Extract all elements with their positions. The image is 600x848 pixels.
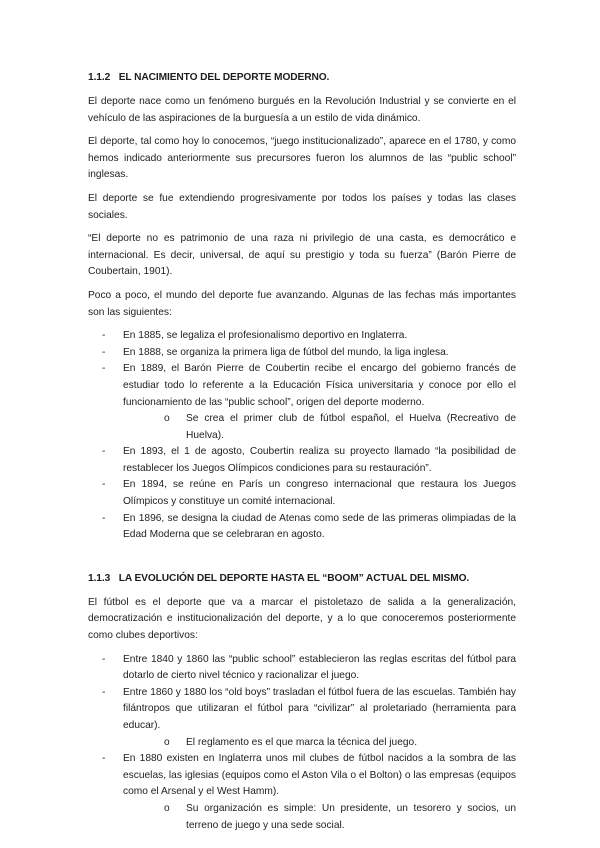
sub-list: [123, 411, 516, 444]
section-number: 1.1.2: [88, 72, 111, 83]
sub-list-item-text: Se crea el primer club de fútbol español, el Huelva (Recreativo de Huelva).: [186, 413, 516, 441]
section-title: EL NACIMIENTO DEL DEPORTE MODERNO.: [118, 72, 330, 83]
list-item: [88, 685, 516, 751]
sub-list-item: [123, 801, 516, 834]
sub-list: [123, 735, 516, 752]
circle-bullet: o: [164, 736, 170, 748]
list-item: [88, 328, 516, 345]
circle-bullet: o: [164, 802, 170, 814]
sub-list-item-text: Su organización es simple: Un presidente, un tesorero y socios, un terreno de juego y una sede social.: [186, 802, 516, 831]
list-item-text: En 1880 existen en Inglaterra unos mil clubes de fútbol nacidos a la sombra de las escuelas, las iglesias (equipos como el Aston Vila o el Bolton) o las empresas (equipos como el Arsenal y el West Hamm).: [123, 753, 516, 798]
list-item: [88, 345, 516, 362]
list-item: [88, 511, 516, 544]
paragraph: El deporte se fue extendiendo progresivamente por todos los países y todas las clases sociales.: [88, 192, 516, 221]
list-item: [88, 444, 516, 477]
dash-bullet: -: [102, 446, 106, 458]
paragraph: Poco a poco, el mundo del deporte fue avanzando. Algunas de las fechas más importantes son las siguientes:: [88, 289, 516, 318]
sub-list-item-text: El reglamento es el que marca la técnica del juego.: [186, 736, 418, 748]
list-item-text: En 1888, se organiza la primera liga de fútbol del mundo, la liga inglesa.: [123, 346, 449, 358]
sub-list-item: [123, 411, 516, 444]
dash-bullet: -: [102, 330, 106, 342]
list-item-text: En 1885, se legaliza el profesionalismo deportivo en Inglaterra.: [123, 330, 408, 342]
quote-paragraph: “El deporte no es patrimonio de una raza ni privilegio de una casta, es democrático e internacional. Es decir, universal, de aquí su prestigio y toda su fuerza” (Barón Pierre de Coubertain, 1901).: [88, 233, 516, 278]
sub-list: [123, 801, 516, 834]
document-page: [88, 72, 516, 841]
list-item: [88, 477, 516, 510]
list-item-text: En 1893, el 1 de agosto, Coubertin realiza su proyecto llamado “la posibilidad de restablecer los Juegos Olímpicos condiciones para su restauración”.: [123, 446, 516, 474]
list-item-text: Entre 1860 y 1880 los “old boys” trasladan el fútbol fuera de las escuelas. También hay filántropos que utilizaran el fútbol para “civilizar” al proletariado (herramienta para educar).: [123, 686, 516, 731]
list-item: [88, 652, 516, 685]
section-heading-1-1-3: [88, 573, 516, 584]
list-item-text: En 1889, el Barón Pierre de Coubertin recibe el encargo del gobierno francés de estudiar todo lo referente a la Educación Física universitaria y conoce por ello el funcionamiento de las “public school”, origen del deporte moderno.: [123, 363, 516, 408]
paragraph: El fútbol es el deporte que va a marcar el pistoletazo de salida a la generalización, democratización e institucionalización del deporte, y a lo que conoceremos posteriormente como clubes deportivos:: [88, 596, 516, 642]
list-item: [88, 751, 516, 834]
football-history-list: [88, 652, 516, 835]
section-heading-1-1-2: [88, 72, 516, 83]
paragraph: El deporte nace como un fenómeno burgués en la Revolución Industrial y se convierte en el vehículo de las aspiraciones de la burguesía a un estilo de vida dinámico.: [88, 96, 516, 124]
sub-list-item: [123, 735, 516, 752]
list-item: [88, 361, 516, 444]
dash-bullet: -: [102, 479, 106, 491]
section-title: LA EVOLUCIÓN DEL DEPORTE HASTA EL “BOOM” ACTUAL DEL MISMO.: [118, 572, 470, 584]
list-item-text: En 1894, se reúne en París un congreso internacional que restaura los Juegos Olímpicos y constituye un comité internacional.: [123, 479, 516, 508]
list-item-text: Entre 1840 y 1860 las “public school” establecieron las reglas escritas del fútbol para dotarlo de cierto nivel técnico y racionalizar el juego.: [123, 653, 516, 682]
section-spacer: [88, 551, 516, 573]
dash-bullet: -: [102, 512, 106, 524]
paragraph: El deporte, tal como hoy lo conocemos, “juego institucionalizado”, aparece en el 1780, y como hemos indicado anteriormente sus precursores fueron los alumnos de las “public school” inglesas.: [88, 136, 516, 181]
dash-bullet: -: [102, 363, 106, 375]
dash-bullet: -: [102, 686, 106, 698]
dash-bullet: -: [102, 753, 106, 765]
circle-bullet: o: [164, 413, 170, 425]
dates-list: [88, 328, 516, 544]
dash-bullet: -: [102, 653, 106, 665]
dash-bullet: -: [102, 346, 106, 358]
list-item-text: En 1896, se designa la ciudad de Atenas como sede de las primeras olimpiadas de la Edad Moderna que se celebraran en agosto.: [123, 512, 516, 541]
section-number: 1.1.3: [88, 572, 111, 584]
